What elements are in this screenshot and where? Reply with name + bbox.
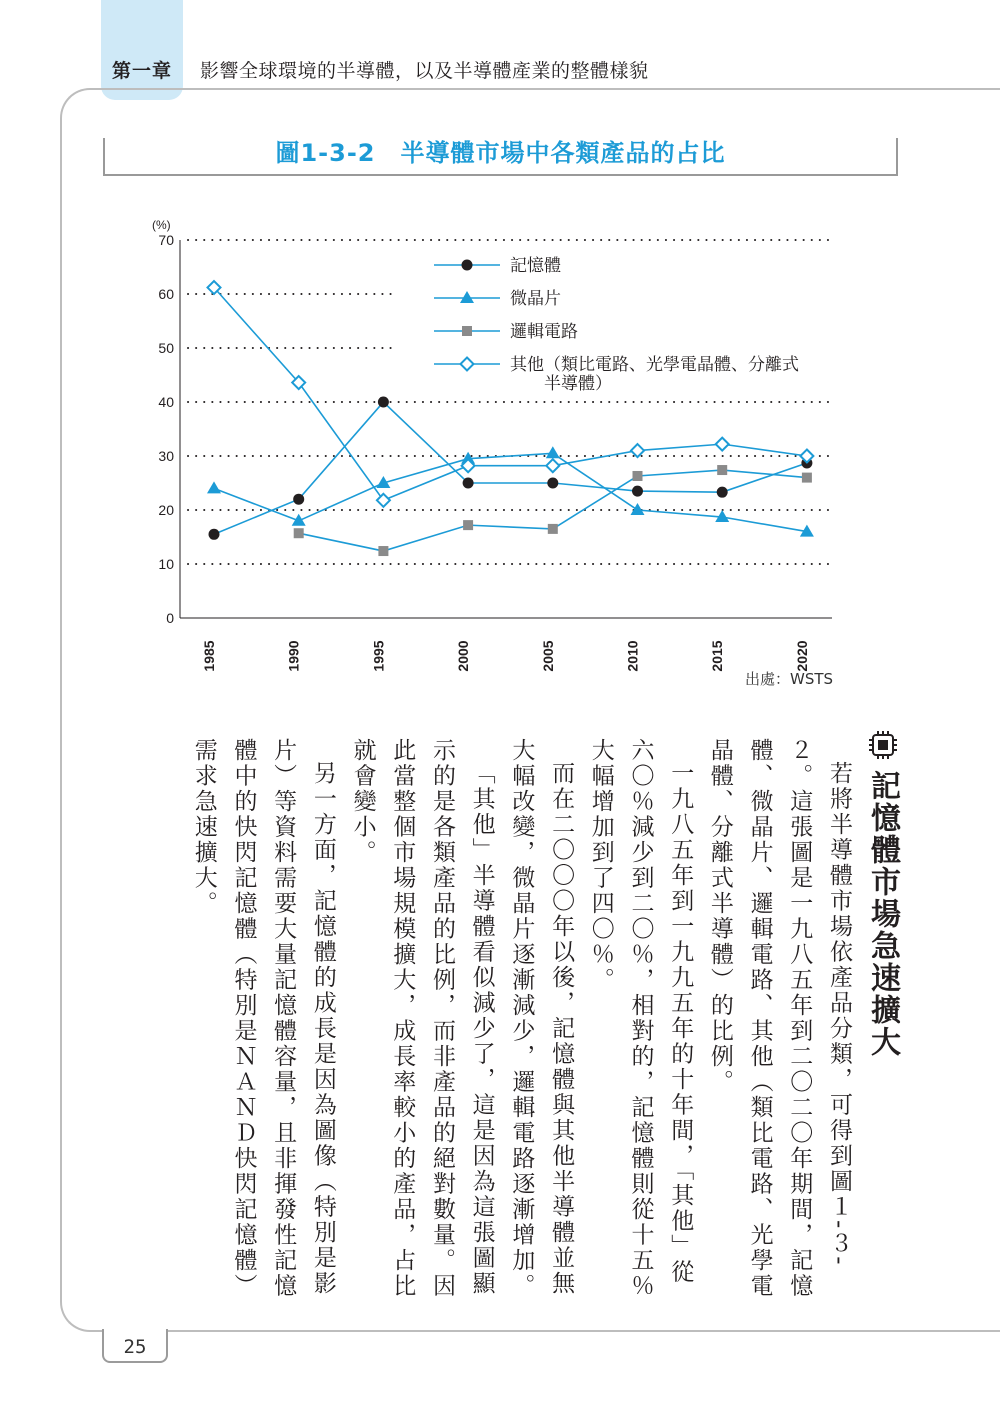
data-point-triangle xyxy=(292,514,306,526)
chip-icon xyxy=(868,730,898,760)
legend-label: 邏輯電路 xyxy=(510,322,578,341)
legend-marker-triangle xyxy=(460,291,474,303)
x-tick-label: 2005 xyxy=(539,640,556,672)
data-point-square xyxy=(548,524,558,534)
data-point-circle xyxy=(547,478,558,489)
y-tick-label: 10 xyxy=(158,556,174,572)
y-tick-label: 60 xyxy=(158,286,174,302)
y-tick-label: 40 xyxy=(158,394,174,410)
legend-label: 記憶體 xyxy=(510,256,561,275)
body-text xyxy=(183,738,858,1308)
x-tick-label: 2010 xyxy=(624,640,641,672)
line-chart xyxy=(0,0,1000,700)
y-tick-label: 20 xyxy=(158,502,174,518)
data-point-circle xyxy=(717,487,728,498)
chapter-label: 第一章 xyxy=(111,60,172,82)
y-tick-label: 70 xyxy=(158,232,174,248)
paragraph: 若將半導體市場依產品分類，可得到圖１-３-２。這張圖是一九八五年到二〇二〇年期間，記憶體、微晶片、邏輯電路、其他（類比電路、光學電晶體、分離式半導體）的比例。 xyxy=(706,738,852,1299)
data-point-square xyxy=(802,473,812,483)
paragraph: 「其他」半導體看似減少了，這是因為這張圖顯示的是各類產品的比例，而非產品的絕對數量。因此當整個市場規模擴大，成長率較小的產品，占比就會變小。 xyxy=(349,738,495,1299)
data-point-square xyxy=(633,471,643,481)
y-tick-label: 50 xyxy=(158,340,174,356)
data-point-square xyxy=(294,528,304,538)
figure-source: 出處：WSTS xyxy=(745,670,834,688)
data-point-circle xyxy=(293,494,304,505)
x-tick-label: 1995 xyxy=(370,640,387,672)
data-point-diamond xyxy=(716,438,729,451)
data-point-triangle xyxy=(546,446,560,458)
x-tick-label: 1990 xyxy=(285,640,302,672)
figure-title: 圖1-3-2 半導體市場中各類產品的占比 xyxy=(275,139,726,167)
paragraph: 而在二〇〇〇年以後，記憶體與其他半導體並無大幅改變，微晶片逐漸減少，邏輯電路逐漸增加。 xyxy=(508,738,575,1299)
y-tick-label: 30 xyxy=(158,448,174,464)
data-point-circle xyxy=(463,478,474,489)
legend-label: 其他（類比電路、光學電晶體、分離式 xyxy=(510,355,799,374)
legend-label: 微晶片 xyxy=(510,289,561,308)
paragraph: 另一方面，記憶體的成長是因為圖像（特別是影片）等資料需要大量記憶體容量，且非揮發性記憶體中的快閃記憶體（特別是ＮＡＮＤ快閃記憶體）需求急速擴大。 xyxy=(190,738,336,1299)
data-point-diamond xyxy=(377,494,390,507)
data-point-triangle xyxy=(631,503,645,515)
data-point-triangle xyxy=(207,481,221,493)
legend-marker-diamond xyxy=(461,358,474,371)
legend-marker-square xyxy=(462,326,472,336)
page-number: 25 xyxy=(123,1336,147,1358)
section-heading: 記憶體市場急速擴大 xyxy=(865,770,900,1058)
running-title: 影響全球環境的半導體，以及半導體產業的整體樣貌 xyxy=(200,60,649,82)
data-point-square xyxy=(378,546,388,556)
data-point-square xyxy=(463,520,473,530)
data-point-circle xyxy=(209,529,220,540)
y-tick-label: 0 xyxy=(166,610,174,626)
data-point-diamond xyxy=(546,459,559,472)
x-tick-label: 1985 xyxy=(201,640,217,672)
x-tick-label: 2015 xyxy=(709,640,726,672)
data-point-circle xyxy=(632,486,643,497)
legend-marker-circle xyxy=(462,260,473,271)
data-point-circle xyxy=(378,397,389,408)
legend-label: 半導體） xyxy=(544,374,612,393)
data-point-square xyxy=(717,465,727,475)
x-tick-label: 2020 xyxy=(793,640,810,672)
y-axis-unit: (%) xyxy=(152,218,171,232)
x-tick-label: 2000 xyxy=(455,640,472,672)
paragraph: 一九八五年到一九九五年的十年間，「其他」從六〇％減少到二〇％，相對的，記憶體則從十五％大幅增加到了四〇％。 xyxy=(587,738,694,1299)
